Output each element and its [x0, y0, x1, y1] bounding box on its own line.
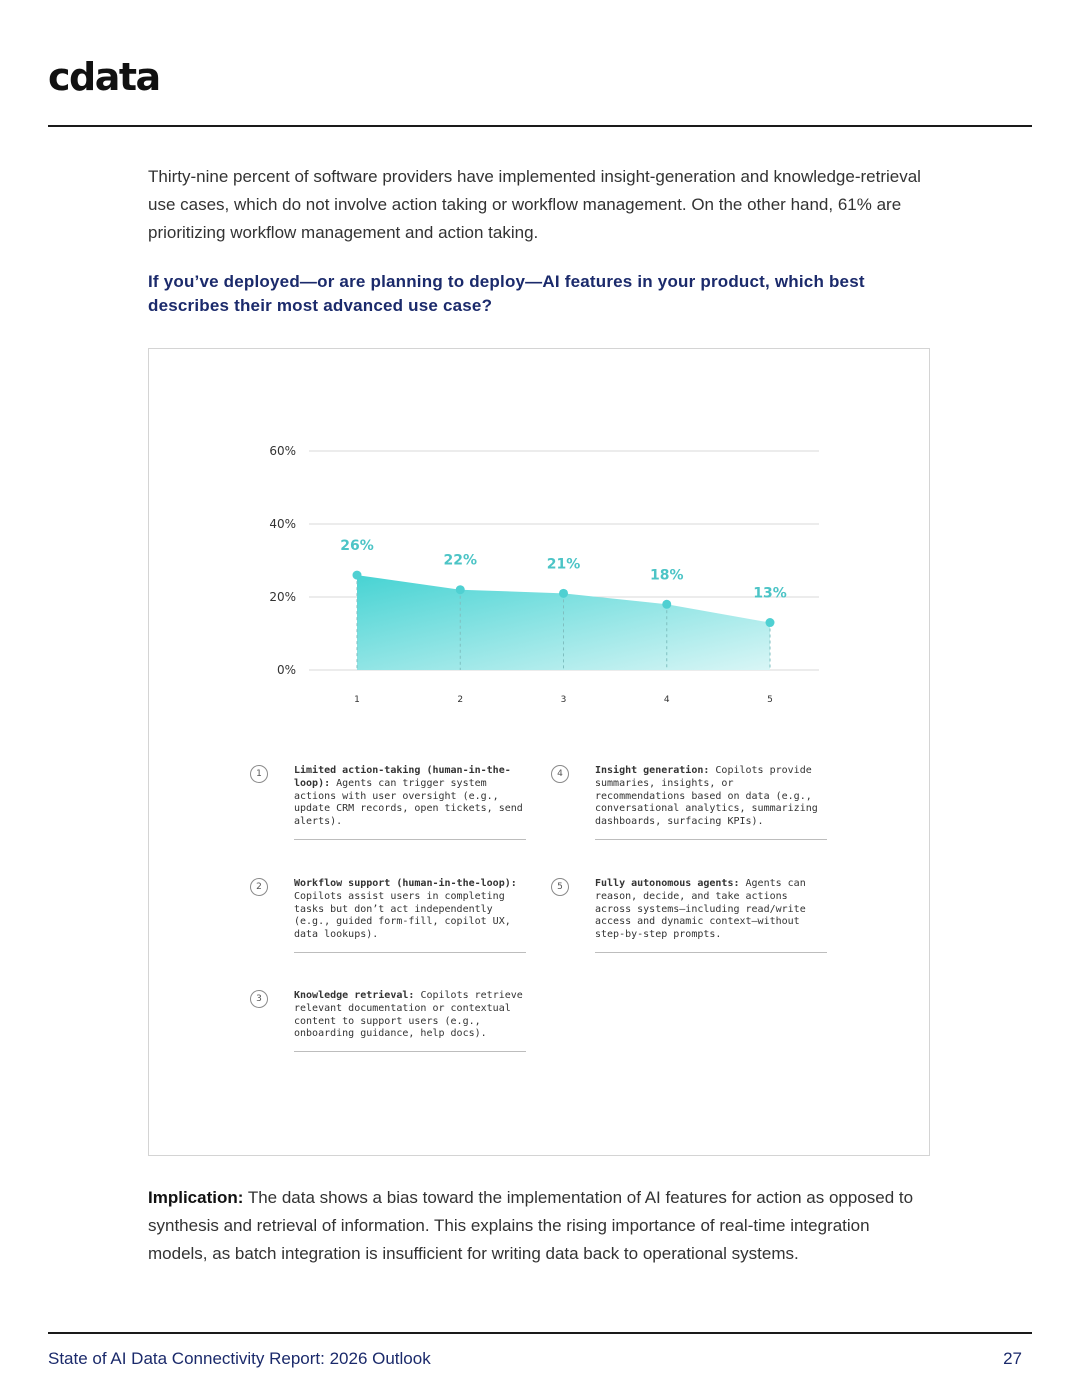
implication-paragraph [148, 1184, 928, 1268]
legend-number-badge: 2 [250, 878, 268, 896]
y-tick-label: 60% [269, 444, 296, 458]
data-point [766, 618, 775, 627]
footer-report-title: State of AI Data Connectivity Report: 2026 Outlook [48, 1349, 431, 1368]
logo-text: cdata [48, 58, 160, 96]
header-divider [48, 125, 1032, 127]
implication-text: The data shows a bias toward the implementation of AI features for action as opposed to synthesis and retrieval of information. This explains the rising importance of real-time integration models, as batch integration is insufficient for writing data back to operational systems. [148, 1188, 914, 1263]
data-point [662, 600, 671, 609]
legend-title: Limited action-taking (human-in-the-loop): [294, 765, 511, 789]
legend-description [595, 765, 827, 840]
data-label: 18% [649, 567, 684, 584]
legend-text: Copilots provide summaries, insights, or recommendations based on data (e.g., conversational analytics, summarizing dashboards, surfacing KPIs). [595, 765, 818, 828]
cdata-logo [48, 58, 164, 96]
legend-description [595, 878, 827, 953]
footer-divider [48, 1332, 1032, 1334]
chart-container [148, 348, 930, 1156]
x-tick-label: 2 [457, 695, 464, 705]
legend-description [294, 990, 526, 1052]
y-tick-label: 0% [276, 663, 296, 677]
y-tick-label: 40% [269, 517, 296, 531]
page-number: 27 [1003, 1349, 1022, 1368]
legend-number-badge: 4 [551, 765, 569, 783]
data-point [559, 589, 568, 598]
legend-text: Copilots retrieve relevant documentation or contextual content to support users (e.g., onboarding guidance, help docs). [294, 990, 523, 1040]
legend-title: Workflow support (human-in-the-loop): [294, 878, 517, 889]
x-tick-label: 4 [663, 695, 670, 705]
legend-number-badge: 3 [250, 990, 268, 1008]
x-tick-label: 5 [767, 695, 773, 705]
legend-title: Knowledge retrieval: [294, 990, 415, 1001]
legend-title: Insight generation: [595, 765, 710, 776]
legend-number-badge: 1 [250, 765, 268, 783]
data-label: 13% [753, 585, 787, 602]
survey-question: If you’ve deployed—or are planning to deploy—AI features in your product, which best describes their most advanced use case? [148, 272, 865, 315]
data-label: 21% [546, 556, 581, 573]
intro-paragraph: Thirty-nine percent of software providers have implemented insight-generation and knowledge-retrieval use cases, which do not involve action taking or workflow management. On the other hand, 61% are prioritizing workflow management and action taking. [148, 167, 921, 242]
legend-title: Fully autonomous agents: [595, 878, 740, 889]
legend-description [294, 765, 526, 840]
area-chart [149, 349, 928, 1154]
x-tick-label: 3 [560, 695, 567, 705]
legend-description [294, 878, 526, 953]
data-point [456, 585, 465, 594]
data-point [353, 571, 362, 580]
implication-label: Implication: [148, 1188, 244, 1207]
legend-text: Agents can reason, decide, and take actions across systems—including read/write access and dynamic context—without step-by-step prompts. [595, 878, 806, 941]
x-tick-label: 1 [354, 695, 360, 705]
legend-text: Agents can trigger system actions with user oversight (e.g., update CRM records, open tickets, send alerts). [294, 777, 523, 828]
legend-text: Copilots assist users in completing tasks but don’t act independently (e.g., guided form-fill, copilot UX, data lookups). [294, 890, 511, 941]
legend-number-badge: 5 [551, 878, 569, 896]
data-label: 22% [443, 552, 478, 569]
y-tick-label: 20% [269, 590, 296, 604]
data-label: 26% [340, 538, 374, 555]
